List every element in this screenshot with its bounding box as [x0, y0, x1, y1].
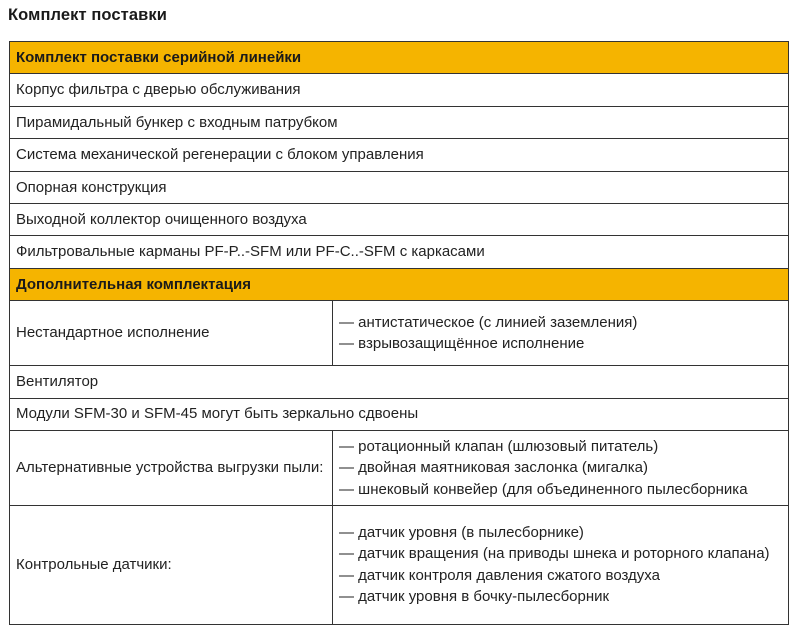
option-item: — датчик уровня (в пылесборнике)	[339, 523, 584, 541]
table-cell: Пирамидальный бункер с входным патрубком	[10, 106, 789, 138]
table-row	[10, 505, 789, 624]
table-row	[10, 430, 789, 505]
table-cell: Опорная конструкция	[10, 171, 789, 203]
table-cell: Фильтровальные карманы PF-P..-SFM или PF-C..-SFM с каркасами	[10, 236, 789, 268]
table-row	[10, 398, 789, 430]
table-cell: Вентилятор	[10, 366, 789, 398]
table-row	[10, 106, 789, 138]
table-cell: Корпус фильтра с дверью обслуживания	[10, 74, 789, 106]
delivery-set-table	[9, 41, 789, 625]
option-item: — шнековый конвейер (для объединенного пылесборника	[339, 480, 748, 498]
table-cell: Модули SFM-30 и SFM-45 могут быть зеркально сдвоены	[10, 398, 789, 430]
table-row	[10, 203, 789, 235]
option-item: — антистатическое (с линией заземления)	[339, 313, 638, 331]
table-row	[10, 74, 789, 106]
row-label: Альтернативные устройства выгрузки пыли:	[10, 430, 333, 505]
option-item: — двойная маятниковая заслонка (мигалка)	[339, 459, 648, 477]
option-item: — датчик контроля давления сжатого воздуха	[339, 566, 660, 584]
section-header-row	[10, 268, 789, 300]
table-row	[10, 366, 789, 398]
page-title: Комплект поставки	[8, 6, 167, 24]
table-row	[10, 139, 789, 171]
table-cell: Выходной коллектор очищенного воздуха	[10, 203, 789, 235]
option-item: — датчик вращения (на приводы шнека и роторного клапана)	[339, 545, 770, 563]
row-options	[333, 301, 789, 366]
option-item: — датчик уровня в бочку-пылесборник	[339, 588, 610, 606]
table-cell: Система механической регенерации с блоком управления	[10, 139, 789, 171]
section-header-standard: Комплект поставки серийной линейки	[10, 42, 789, 74]
table-row	[10, 236, 789, 268]
row-label: Контрольные датчики:	[10, 505, 333, 624]
option-item: — ротационный клапан (шлюзовый питатель)	[339, 437, 659, 455]
table-row	[10, 301, 789, 366]
section-header-optional: Дополнительная комплектация	[10, 268, 789, 300]
option-item: — взрывозащищённое исполнение	[339, 335, 585, 353]
section-header-row	[10, 42, 789, 74]
row-label: Нестандартное исполнение	[10, 301, 333, 366]
table-row	[10, 171, 789, 203]
row-options	[333, 505, 789, 624]
row-options	[333, 430, 789, 505]
